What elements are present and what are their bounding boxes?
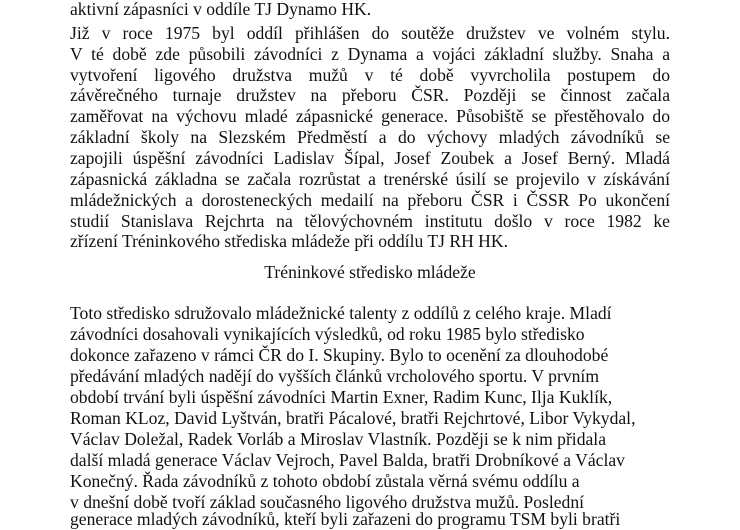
text-line: v dnešní době tvoří základ současného ligového družstva mužů. Poslední xyxy=(70,492,585,512)
text-line: zápasnická základna se začala rozrůstat a trenérské úsilí se projevilo v získávání xyxy=(70,169,670,189)
text-line: vytvoření ligového družstva mužů v té době vyvrcholila postupem do xyxy=(70,65,670,85)
text-line: období trvání byli úspěšní závodníci Martin Exner, Radim Kunc, Ilja Kuklík, xyxy=(70,387,613,407)
text-line: V té době zde působili závodníci z Dynama a vojáci základní služby. Snaha a xyxy=(70,44,670,64)
text-line: předávání mladých nadějí do vyšších článků vrcholového sportu. V prvním xyxy=(70,366,600,386)
text-line: další mladá generace Václav Vejroch, Pavel Balda, bratři Drobníkové a Václav xyxy=(70,450,625,470)
text-line: studií Stanislava Rejchrta na tělovýchovném institutu došlo v roce 1982 ke xyxy=(70,211,670,231)
text-line: aktivní zápasníci v oddíle TJ Dynamo HK. xyxy=(70,0,372,19)
text-line: Václav Doležal, Radek Vorláb a Miroslav Vlastník. Později se k nim přidala xyxy=(70,429,606,449)
text-line: základní školy na Slezském Předměstí a do výchovy mladých závodníků se xyxy=(70,127,670,147)
text-line: zřízení Tréninkového střediska mládeže při oddílu TJ RH HK. xyxy=(70,231,508,251)
text-line: Konečný. Řada závodníků z tohoto období zůstala věrná svému oddílu a xyxy=(70,471,580,491)
text-line: Toto středisko sdružovalo mládežnické talenty z oddílů z celého kraje. Mladí xyxy=(70,303,612,323)
text-line: mládežnických a dorosteneckých medailí na přeboru ČSR i ČSSR Po ukončení xyxy=(70,190,670,210)
text-line: zaměřovat na výchovu mladé zápasnické generace. Působiště se přestěhovalo do xyxy=(70,106,670,126)
text-line: zapojili úspěšní závodníci Ladislav Šípal, Josef Zoubek a Josef Berný. Mladá xyxy=(70,148,670,168)
text-line: závodníci dosahovali vynikajících výsledků, od roku 1985 bylo středisko xyxy=(70,324,585,344)
text-line: Již v roce 1975 byl oddíl přihlášen do soutěže družstev ve volném stylu. xyxy=(70,23,670,43)
text-line: Roman KLoz, David Lyštván, bratři Pácalové, bratři Rejchrtové, Libor Vykydal, xyxy=(70,408,636,428)
section-heading: Tréninkové středisko mládeže xyxy=(264,262,476,282)
text-line: generace mladých závodníků, kteří byli zařazeni do programu TSM byli bratři xyxy=(70,509,621,529)
text-line: závěrečného turnaje družstev na přeboru ČSR. Později se činnost začala xyxy=(70,85,670,105)
text-line: dokonce zařazeno v rámci ČR do I. Skupiny. Bylo to ocenění za dlouhodobé xyxy=(70,345,609,365)
